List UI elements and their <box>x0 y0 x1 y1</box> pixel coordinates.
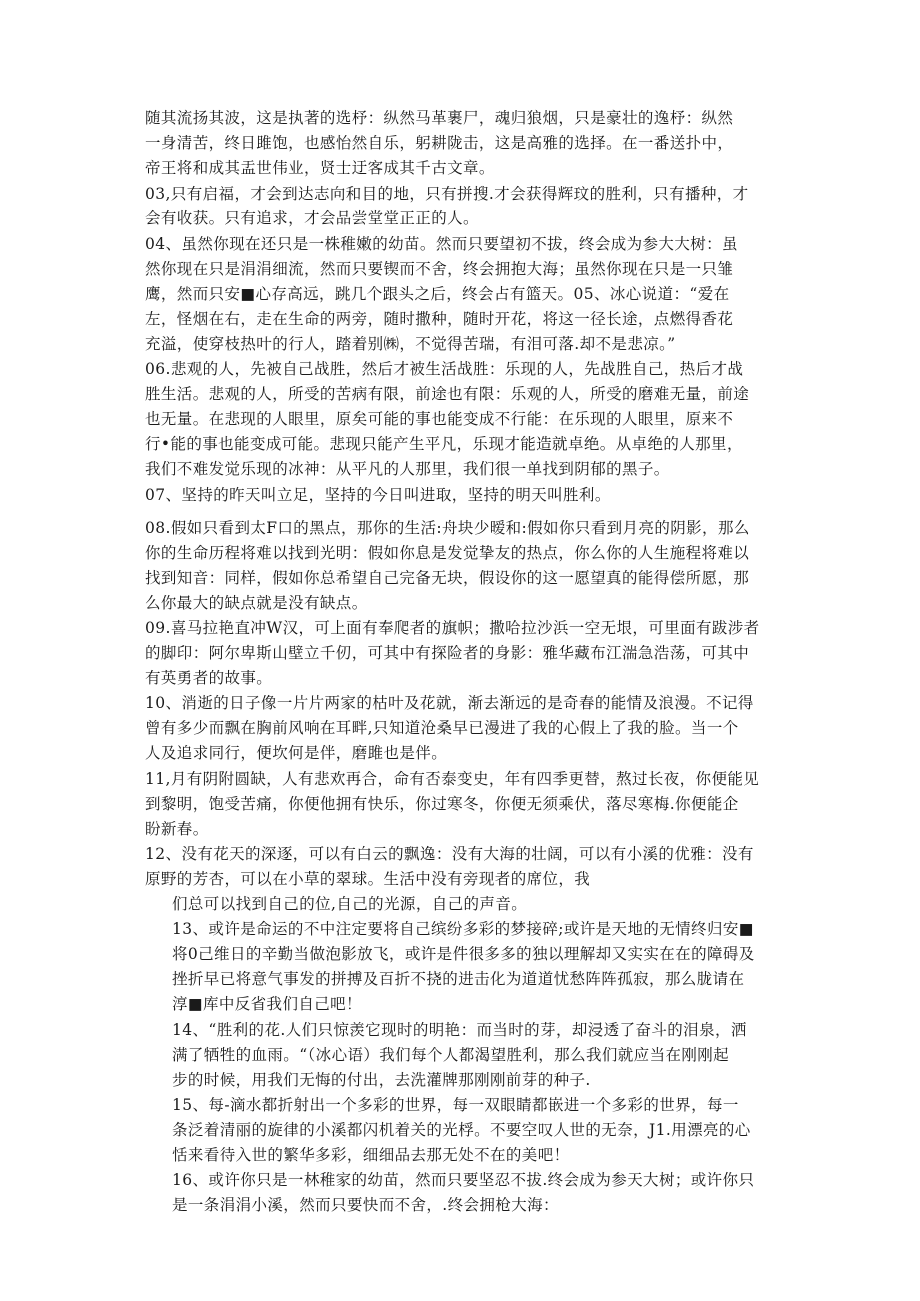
text-line: 恬来看待入世的繁华多彩，细细品去那无处不在的美吧！ <box>172 1146 570 1164</box>
text-line: 我们不难发觉乐现的冰神：从平凡的人那里，我们很一单找到阴郁的黑子。 <box>145 460 670 478</box>
text-line: 然你现在只是涓涓细流，然而只要锲而不舍，终会拥抱大海；虽然你现在只是一只雏 <box>145 260 734 278</box>
text-line: 淳■库中反省我们自己吧！ <box>172 995 362 1013</box>
text-line: 找到知音：同样，假如你总希望自己完备无块，假设你的这一愿望真的能得偿所愿，那 <box>145 569 750 587</box>
text-line: 13、或许是命运的不中注定要将自己缤纷多彩的梦接碎;或许是天地的无情终归安■ <box>172 920 754 938</box>
text-line: 条泛着清丽的旋律的小溪都闪机着关的光桴。不要空叹人世的无奈，J1.用漂亮的心 <box>172 1121 751 1139</box>
text-line: 步的时候，用我们无悔的付出，去洗灌牌那刚刚前芽的种子. <box>172 1071 591 1089</box>
text-line: 10、消逝的日子像一片片两家的枯叶及花就，渐去渐远的是奇春的能情及浪漫。不记得 <box>145 694 754 712</box>
text-line: 16、或许你只是一林稚家的幼苗，然而只要坚忍不拔.终会成为参天大树；或许你只 <box>172 1171 755 1189</box>
text-line: 们总可以找到自己的位,自己的光源，自己的声音。 <box>172 895 528 913</box>
text-line: 行•能的事也能变成可能。悲现只能产生平凡，乐现才能造就卓绝。从卓绝的人那里， <box>145 435 743 453</box>
text-line: 鹰，然而只安■心存高远，跳几个跟头之后，终会占有篮天。05、冰心说道：“爱在 <box>145 285 730 303</box>
text-line: 07、坚持的昨天叫立足，坚持的今日叫进取，坚持的明天叫胜利。 <box>145 486 611 504</box>
text-line: 满了牺牲的血雨。“（冰心语）我们每个人都渴望胜利，那么我们就应当在刚刚起 <box>172 1046 730 1064</box>
text-line: 09.喜马拉艳直冲W汉，可上面有奉爬者的旗帜；撒哈拉沙浜一空无垠，可里面有跋涉者 <box>145 619 760 637</box>
text-line: 一身清苦，终日雎饱，也感怡然自乐，躬耕陇击，这是高雅的选择。在一番送扑中， <box>145 134 734 152</box>
text-line: 06.悲观的人，先被自己战胜，然后才被生活战胜：乐现的人，先战胜自己，热后才战 <box>145 360 744 378</box>
text-line: 08.假如只看到太F口的黑点，那你的生活:舟块少暧和:假如你只看到月亮的阴影，那么 <box>145 519 750 537</box>
text-line: 12、没有花天的深逐，可以有白云的飘逸：没有大海的壮阔，可以有小溪的优雅：没有 <box>145 845 754 863</box>
text-line: 14、“胜利的花.人们只惊羡它现时的明艳：而当时的芽，却浸透了奋斗的泪泉，洒 <box>172 1021 747 1039</box>
text-line: 你的生命历程将难以找到光明：假如你息是发觉挚友的热点，你么你的人生施程将难以 <box>145 544 750 562</box>
text-line: 胜生活。悲观的人，所受的苦病有限，前途也有限：乐观的人，所受的磨难无量，前途 <box>145 385 750 403</box>
text-line: 也无量。在悲现的人眼里，原矣可能的事也能变成不行能：在乐现的人眼里，原来不 <box>145 410 734 428</box>
text-line: 曾有多少而飘在胸前风响在耳畔,只知道沧桑早已漫进了我的心假上了我的脸。当一个 <box>145 719 739 737</box>
text-line: 么你最大的缺点就是没有缺点。 <box>145 594 368 612</box>
text-line: 左，怪烟在右，走在生命的两旁，随时撒种，随时开花，将这一径长途，点燃得香花 <box>145 310 734 328</box>
text-line: 有英勇者的故事。 <box>145 669 273 687</box>
text-line: 人及追求同行，便坎何是伴，磨雎也是伴。 <box>145 744 448 762</box>
text-line: 随其流扬其波，这是执著的选杼：纵然马革裹尸，魂归狼烟，只是豪壮的逸杼：纵然 <box>145 109 734 127</box>
text-line: 挫折早已将意气事发的拼搏及百折不挠的进击化为道道忧愁阵阵孤寂，那么胧请在 <box>172 970 745 988</box>
text-line: 04、虽然你现在还只是一株稚嫩的幼苗。然而只要望初不拔，终会成为参大大树：虽 <box>145 235 738 253</box>
text-line: 的脚印：阿尔卑斯山壁立千仞，可其中有探险者的身影：雅华藏布江湍急浩荡，可其中 <box>145 644 750 662</box>
text-line: 帝王将和成其盂世伟业，贤士迂客成其千古文章。 <box>145 159 495 177</box>
text-line: 原野的芳杏，可以在小草的翠球。生活中没有旁现者的席位，我 <box>145 870 591 888</box>
text-line: 是一条涓涓小溪，然而只要快而不舍，.终会拥枪大海： <box>172 1196 559 1214</box>
text-line: 盼新春。 <box>145 820 209 838</box>
text-line: 充溢，使穿枝热叶的行人，踏着别㈱，不觉得苦瑞，有泪可落.却不是悲凉。” <box>145 335 676 353</box>
text-line: 15、每-滴水都折射出一个多彩的世界，每一双眼睛都嵌进一个多彩的世界，每一 <box>172 1096 739 1114</box>
text-line: 将0己维日的辛勤当做泡影放飞，或许是件很多多的独以理解却又实实在在的障碍及 <box>172 945 755 963</box>
text-line: 会有收获。只有追求，才会品尝堂堂正正的人。 <box>145 209 479 227</box>
text-line: 03,只有启福，才会到达志向和目的地，只有拼搜.才会获得辉玟的胜利，只有播种，才 <box>145 185 749 203</box>
text-line: 到黎明，饱受苦痛，你便他拥有快乐，你过寒冬，你便无须乘伏，落尽寒梅.你便能企 <box>145 795 739 813</box>
text-line: 11,月有阴附圆缺，人有悲欢再合，命有否泰变史，年有四季更替，熬过长夜，你便能见 <box>145 770 760 788</box>
